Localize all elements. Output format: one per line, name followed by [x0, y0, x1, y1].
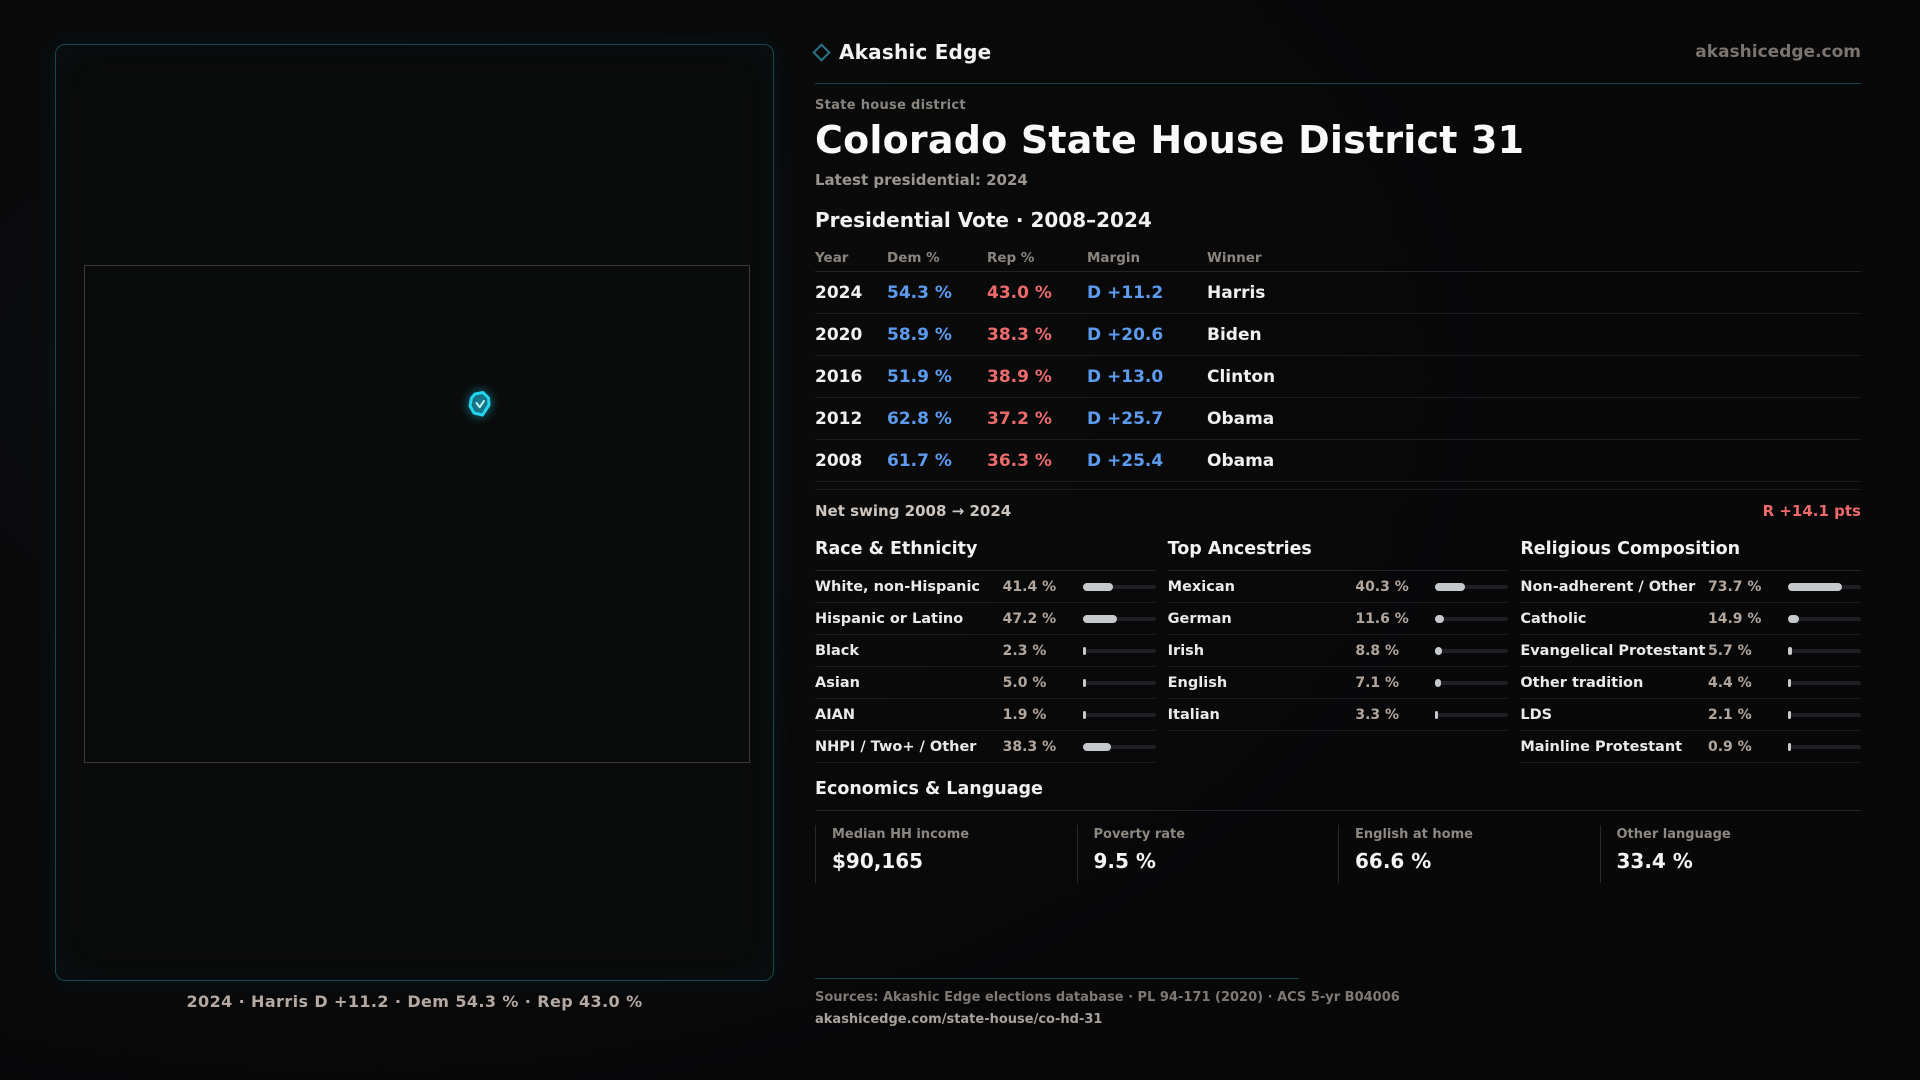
demographic-value: 2.3 % [1002, 642, 1047, 659]
demographic-label: Mexican [1167, 578, 1235, 595]
demographic-bar [1435, 711, 1508, 719]
demographic-row [1520, 667, 1861, 699]
cell-rep-pct: 37.2 % [987, 408, 1052, 429]
demographic-bar [1083, 711, 1156, 719]
footer [815, 978, 1861, 1027]
bar-fill [1435, 711, 1438, 719]
demographic-bar [1788, 711, 1861, 719]
demographic-value: 40.3 % [1355, 578, 1409, 595]
demographic-bar [1083, 647, 1156, 655]
demographic-row [1168, 571, 1509, 603]
panel-rows [815, 571, 1156, 763]
brand-row [815, 36, 1861, 68]
demographic-label: LDS [1520, 706, 1553, 723]
demographic-bar [1435, 679, 1508, 687]
vote-table-row [815, 398, 1861, 440]
demographic-value: 73.7 % [1707, 578, 1762, 595]
economics-stats [815, 825, 1861, 883]
panel-title: Top Ancestries [1168, 534, 1509, 571]
panel-title: Religious Composition [1520, 534, 1861, 571]
stat-label: Poverty rate [1093, 827, 1186, 842]
cell-dem-pct: 61.7 % [887, 450, 952, 471]
demographic-row [815, 603, 1156, 635]
bar-track [1083, 713, 1156, 717]
bar-fill [1083, 743, 1111, 751]
demographic-bar [1435, 647, 1508, 655]
demographic-value: 14.9 % [1707, 610, 1762, 627]
demographic-bar [1788, 679, 1861, 687]
bar-track [1788, 681, 1861, 685]
bar-track [1788, 649, 1861, 653]
cell-winner: Biden [1207, 324, 1262, 345]
bar-track [1788, 745, 1861, 749]
stat-card [815, 825, 1077, 883]
cell-margin: D +11.2 [1087, 282, 1164, 303]
brand-name: Akashic Edge [839, 40, 992, 64]
cell-winner: Harris [1207, 282, 1266, 303]
stat-value: 33.4 % [1616, 849, 1693, 873]
bar-track [1435, 713, 1508, 717]
stat-card [1077, 825, 1339, 883]
district-outline [470, 393, 489, 416]
cell-dem-pct: 62.8 % [887, 408, 952, 429]
bar-fill [1788, 615, 1799, 623]
cell-year: 2008 [815, 450, 863, 471]
demographic-label: White, non-Hispanic [815, 578, 981, 595]
vote-table-row [815, 272, 1861, 314]
cell-year: 2020 [815, 324, 863, 345]
vote-table-row [815, 356, 1861, 398]
bar-fill [1083, 679, 1087, 687]
state-outline [84, 265, 750, 763]
cell-winner: Clinton [1207, 366, 1276, 387]
bar-fill [1788, 647, 1792, 655]
site-link[interactable]: akashicedge.com [1695, 42, 1861, 62]
demographics-panel [1520, 534, 1861, 763]
demographics-panel [815, 534, 1156, 763]
cell-margin: D +13.0 [1087, 366, 1164, 387]
cell-margin: D +25.4 [1087, 450, 1164, 471]
demographic-label: Evangelical Protestant [1520, 642, 1706, 659]
demographic-row [1168, 635, 1509, 667]
demographics-panels [815, 534, 1861, 763]
permalink[interactable]: akashicedge.com/state-house/co-hd-31 [815, 1012, 1103, 1027]
demographic-label: Hispanic or Latino [815, 610, 964, 627]
bar-track [1083, 681, 1156, 685]
demographic-value: 5.7 % [1707, 642, 1752, 659]
cell-rep-pct: 43.0 % [987, 282, 1052, 303]
demographic-label: Italian [1167, 706, 1220, 723]
demographic-row [815, 667, 1156, 699]
stat-card [1600, 825, 1862, 883]
cell-year: 2016 [815, 366, 863, 387]
bar-track [1788, 713, 1861, 717]
bar-fill [1083, 583, 1113, 591]
col-margin: Margin [1087, 249, 1141, 266]
net-swing-value: R +14.1 pts [1762, 502, 1861, 520]
stat-label: Median HH income [832, 827, 970, 842]
bar-track [1435, 649, 1508, 653]
bar-fill [1788, 583, 1842, 591]
demographic-bar [1083, 583, 1156, 591]
demographic-bar [1083, 615, 1156, 623]
vote-table-header [815, 244, 1861, 272]
cell-rep-pct: 36.3 % [987, 450, 1052, 471]
stat-value: $90,165 [832, 849, 924, 873]
demographic-row [1520, 699, 1861, 731]
demographic-row [815, 699, 1156, 731]
district-shape[interactable] [466, 390, 494, 420]
bar-fill [1435, 583, 1464, 591]
bar-fill [1788, 711, 1791, 719]
demographic-value: 4.4 % [1707, 674, 1752, 691]
cell-winner: Obama [1207, 408, 1275, 429]
sources-text: Sources: Akashic Edge elections database · PL 94-171 (2020) · ACS 5-yr B04006 [815, 990, 1400, 1005]
col-year: Year [815, 249, 849, 266]
demographic-value: 41.4 % [1002, 578, 1057, 595]
demographic-row [815, 731, 1156, 763]
demographic-label: Other tradition [1520, 674, 1644, 691]
vote-table-row [815, 314, 1861, 356]
demographic-value: 0.9 % [1707, 738, 1752, 755]
content-column [815, 0, 1861, 1080]
demographic-row [1520, 731, 1861, 763]
vote-table-row [815, 440, 1861, 482]
table-bottom-rule [815, 482, 1861, 490]
col-winner: Winner [1207, 249, 1262, 266]
stat-card [1338, 825, 1600, 883]
demographic-bar [1083, 743, 1156, 751]
bar-track [1435, 681, 1508, 685]
bar-fill [1083, 647, 1086, 655]
stat-value: 9.5 % [1093, 849, 1156, 873]
demographic-bar [1788, 743, 1861, 751]
map-caption: 2024 · Harris D +11.2 · Dem 54.3 % · Rep 43.0 % [186, 992, 643, 1011]
demographic-value: 38.3 % [1002, 738, 1057, 755]
demographic-bar [1083, 679, 1156, 687]
vote-table-body [815, 272, 1861, 482]
bar-track [1083, 649, 1156, 653]
demographic-bar [1435, 583, 1508, 591]
demographic-value: 7.1 % [1355, 674, 1400, 691]
demographic-bar [1435, 615, 1508, 623]
demographic-value: 2.1 % [1707, 706, 1752, 723]
panel-rows [1520, 571, 1861, 763]
bar-fill [1083, 615, 1117, 623]
vote-table [815, 244, 1861, 490]
net-swing-label: Net swing 2008 → 2024 [815, 502, 1012, 520]
vote-table-title: Presidential Vote · 2008–2024 [815, 208, 1152, 232]
state-map-panel [55, 44, 774, 981]
cell-dem-pct: 58.9 % [887, 324, 952, 345]
bar-fill [1788, 679, 1791, 687]
demographic-value: 3.3 % [1355, 706, 1400, 723]
bar-fill [1435, 647, 1441, 655]
bar-track [1788, 617, 1861, 621]
demographic-label: English [1167, 674, 1228, 691]
bar-track [1435, 617, 1508, 621]
cell-margin: D +20.6 [1087, 324, 1164, 345]
demographic-label: Asian [815, 674, 860, 691]
demographic-row [1520, 571, 1861, 603]
diamond-icon [812, 43, 830, 61]
cell-year: 2024 [815, 282, 863, 303]
demographic-label: AIAN [815, 706, 855, 723]
header-divider [815, 83, 1861, 84]
demographic-bar [1788, 583, 1861, 591]
col-dem: Dem % [887, 249, 940, 266]
demographic-row [1520, 603, 1861, 635]
demographic-row [815, 571, 1156, 603]
demographic-label: Black [815, 642, 860, 659]
panel-title: Race & Ethnicity [815, 534, 1156, 571]
demographic-label: NHPI / Two+ / Other [815, 738, 977, 755]
economics-title: Economics & Language [815, 779, 1861, 811]
cell-winner: Obama [1207, 450, 1275, 471]
demographics-panel [1168, 534, 1509, 763]
cell-rep-pct: 38.3 % [987, 324, 1052, 345]
demographic-value: 47.2 % [1002, 610, 1057, 627]
cell-year: 2012 [815, 408, 863, 429]
footer-divider [815, 978, 1299, 979]
demographic-label: Non-adherent / Other [1520, 578, 1696, 595]
panel-rows [1168, 571, 1509, 731]
cell-margin: D +25.7 [1087, 408, 1164, 429]
demographic-label: Irish [1167, 642, 1205, 659]
stat-value: 66.6 % [1355, 849, 1432, 873]
cell-dem-pct: 54.3 % [887, 282, 952, 303]
kicker: State house district [815, 98, 966, 113]
latest-presidential-label: Latest presidential: 2024 [815, 171, 1028, 189]
bar-fill [1435, 679, 1440, 687]
demographic-row [1168, 667, 1509, 699]
demographic-row [815, 635, 1156, 667]
demographic-row [1520, 635, 1861, 667]
demographic-row [1168, 603, 1509, 635]
bar-fill [1788, 743, 1791, 751]
demographic-label: Catholic [1520, 610, 1587, 627]
demographic-row [1168, 699, 1509, 731]
bar-fill [1083, 711, 1086, 719]
bar-fill [1435, 615, 1443, 623]
cell-rep-pct: 38.9 % [987, 366, 1052, 387]
demographic-label: Mainline Protestant [1520, 738, 1683, 755]
demographic-value: 5.0 % [1002, 674, 1047, 691]
demographic-bar [1788, 647, 1861, 655]
demographic-value: 1.9 % [1002, 706, 1047, 723]
brand [815, 40, 991, 64]
demographic-value: 11.6 % [1355, 610, 1409, 627]
page-title: Colorado State House District 31 [815, 118, 1525, 162]
demographic-label: German [1167, 610, 1232, 627]
col-rep: Rep % [987, 249, 1035, 266]
demographic-value: 8.8 % [1355, 642, 1400, 659]
stat-label: English at home [1355, 827, 1473, 842]
cell-dem-pct: 51.9 % [887, 366, 952, 387]
demographic-bar [1788, 615, 1861, 623]
net-swing-row [815, 490, 1861, 532]
stat-label: Other language [1616, 827, 1731, 842]
